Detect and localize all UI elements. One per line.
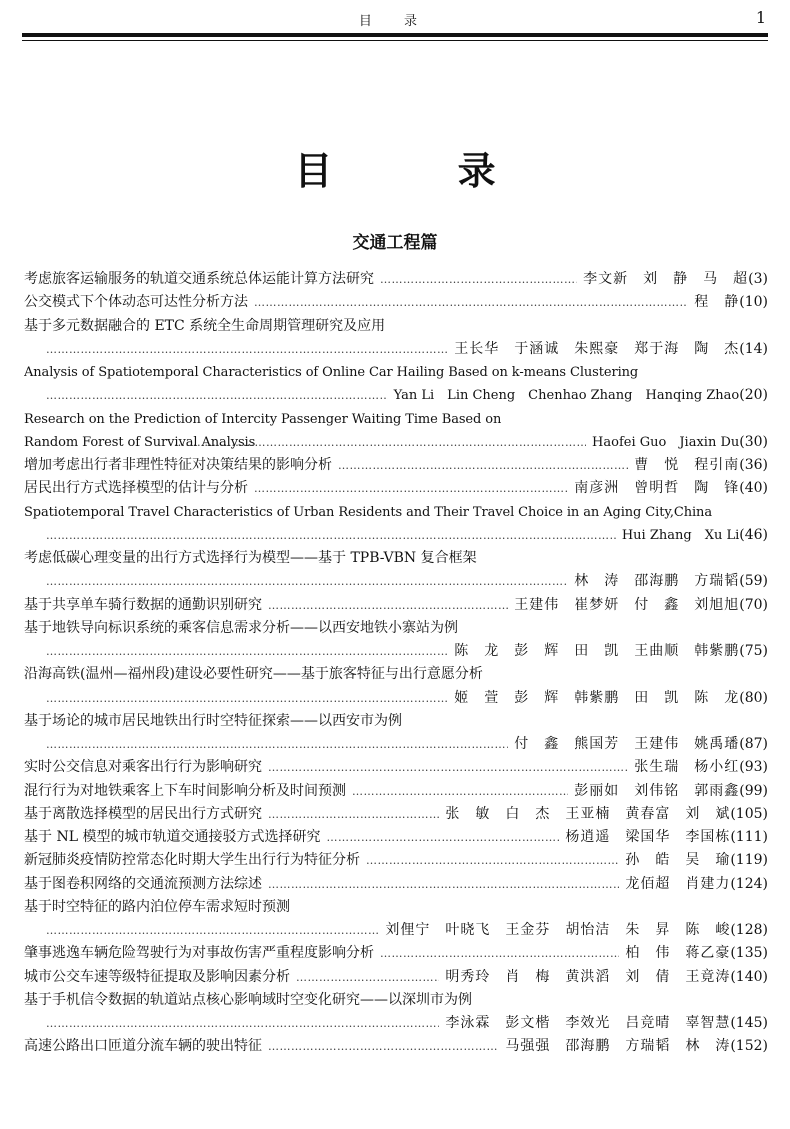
toc-entry[interactable]	[24, 361, 768, 384]
leader-dots	[352, 780, 568, 803]
leader-dots	[268, 873, 619, 896]
toc-entry[interactable]	[24, 594, 768, 617]
entry-page: (124)	[730, 875, 768, 892]
entry-title: 基于共享单车骑行数据的通勤识别研究	[24, 596, 262, 613]
entry-title: 基于场论的城市居民地铁出行时空特征探索——以西安市为例	[24, 712, 402, 729]
leader-dots	[380, 942, 619, 965]
leader-dots	[46, 1012, 439, 1035]
entry-title: 城市公交车速等级特征提取及影响因素分析	[24, 968, 290, 985]
running-head	[22, 8, 768, 32]
entry-page: (119)	[730, 852, 768, 869]
toc-entry[interactable]	[24, 849, 768, 872]
toc-entry[interactable]	[24, 966, 768, 989]
toc-entry[interactable]	[24, 477, 768, 500]
entry-authors: 陈 龙 彭 辉 田 凯 王曲顺 韩紫鹏	[454, 643, 740, 659]
toc-entry-continuation[interactable]	[24, 384, 768, 407]
toc-entry[interactable]	[24, 896, 768, 919]
entry-title: 新冠肺炎疫情防控常态化时期大学生出行行为特征分析	[24, 852, 360, 869]
toc-entry[interactable]	[24, 268, 768, 291]
leader-dots	[46, 640, 448, 663]
entry-page: (30)	[739, 433, 768, 450]
entry-authors: 曹 悦 程引南	[634, 457, 740, 473]
toc-entry-continuation[interactable]	[24, 919, 768, 942]
entry-title: 实时公交信息对乘客出行行为影响研究	[24, 759, 262, 776]
toc-entry[interactable]	[24, 663, 768, 686]
entry-title: 混行行为对地铁乘客上下车时间影响分析及时间预测	[24, 782, 346, 799]
toc-entry[interactable]	[24, 942, 768, 965]
entry-title: Spatiotemporal Travel Characteristics of Urban Residents and Their Travel Choice in an Aging City,China	[24, 504, 712, 520]
toc-entry[interactable]	[24, 501, 768, 524]
toc-entry-continuation[interactable]	[24, 1012, 768, 1035]
entry-title: 居民出行方式选择模型的估计与分析	[24, 480, 248, 497]
entry-title: 基于离散选择模型的居民出行方式研究	[24, 805, 262, 822]
entry-page: (152)	[730, 1038, 768, 1055]
entry-page: (40)	[739, 480, 768, 497]
entry-title: 考虑旅客运输服务的轨道交通系统总体运能计算方法研究	[24, 271, 374, 287]
leader-dots	[46, 338, 448, 361]
entry-page: (3)	[748, 271, 768, 287]
entry-page: (140)	[730, 968, 768, 985]
toc-entry-continuation[interactable]	[24, 524, 768, 547]
header-rule-thin	[22, 40, 768, 41]
leader-dots	[268, 1035, 499, 1058]
toc-entry[interactable]	[24, 780, 768, 803]
entry-page: (111)	[730, 829, 768, 845]
entry-authors: 明秀玲 肖 梅 黄洪滔 刘 倩 王竟涛	[445, 968, 731, 985]
toc-entry-continuation[interactable]	[24, 570, 768, 593]
entry-page: (10)	[739, 294, 768, 311]
entry-page: (99)	[739, 782, 768, 799]
entry-authors: 龙佰超 肖建力	[625, 875, 731, 892]
entry-authors: 张 敏 白 杰 王亚楠 黄春富 刘 斌	[445, 805, 731, 822]
leader-dots	[46, 570, 568, 593]
page-number: 1	[755, 8, 766, 27]
toc-entry-continuation[interactable]	[24, 338, 768, 361]
entry-title: 基于时空特征的路内泊位停车需求短时预测	[24, 898, 290, 915]
toc-entry[interactable]	[24, 454, 768, 477]
toc-entry-continuation[interactable]	[24, 733, 768, 756]
header-rule-thick	[22, 33, 768, 37]
entry-page: (59)	[739, 573, 768, 590]
leader-dots	[46, 919, 379, 942]
leader-dots	[268, 594, 508, 617]
leader-dots	[380, 268, 577, 291]
entry-page: (87)	[739, 736, 768, 752]
toc-entry[interactable]	[24, 408, 768, 455]
entry-tail	[168, 431, 768, 454]
entry-authors: 林 涛 邵海鹏 方瑞韬	[574, 573, 740, 590]
leader-dots	[326, 826, 559, 849]
leader-dots	[174, 431, 586, 454]
toc-entry[interactable]	[24, 989, 768, 1012]
leader-dots	[366, 849, 619, 872]
entry-title: 肇事逃逸车辆危险驾驶行为对事故伤害严重程度影响分析	[24, 945, 374, 962]
page-title: 目 录	[294, 148, 552, 193]
entry-authors: Haofei Guo Jiaxin Du	[592, 434, 740, 450]
entry-authors: 张生瑞 杨小红	[634, 759, 740, 776]
entry-title: Analysis of Spatiotemporal Characteristics of Online Car Hailing Based on k-means Clustering	[24, 365, 639, 380]
toc-entry[interactable]	[24, 873, 768, 896]
entry-authors: 程 静	[694, 294, 740, 311]
entry-page: (145)	[730, 1015, 768, 1031]
toc-entry-continuation[interactable]	[24, 640, 768, 663]
leader-dots	[46, 687, 448, 710]
entry-title: 基于多元数据融合的 ETC 系统全生命周期管理研究及应用	[24, 317, 386, 334]
leader-dots	[268, 803, 439, 826]
entry-page: (128)	[730, 922, 768, 938]
entry-authors: 王建伟 崔梦妍 付 鑫 刘旭旭	[514, 596, 740, 613]
toc-entry[interactable]	[24, 315, 768, 338]
entry-page: (105)	[730, 805, 768, 822]
table-of-contents	[24, 268, 768, 1059]
leader-dots	[254, 477, 568, 500]
running-title: 目 录	[358, 14, 432, 29]
entry-title: Research on the Prediction of Intercity Passenger Waiting Time Based on Random Forest of Survival Analysis	[24, 411, 502, 450]
entry-page: (14)	[739, 340, 768, 357]
toc-entry[interactable]	[24, 547, 768, 570]
entry-title: 沿海高铁(温州—福州段)建设必要性研究——基于旅客特征与出行意愿分析	[24, 666, 483, 683]
entry-title: 公交模式下个体动态可达性分析方法	[24, 294, 248, 311]
entry-authors: Hui Zhang Xu Li	[621, 527, 740, 543]
entry-page: (75)	[739, 643, 768, 659]
toc-entry[interactable]	[24, 756, 768, 779]
leader-dots	[268, 756, 628, 779]
entry-authors: 彭丽如 刘伟铭 郭雨鑫	[574, 782, 740, 799]
leader-dots	[46, 384, 388, 407]
leader-dots	[46, 524, 616, 547]
entry-title: 基于地铁导向标识系统的乘客信息需求分析——以西安地铁小寨站为例	[24, 619, 458, 636]
toc-entry[interactable]	[24, 617, 768, 640]
entry-authors: 孙 皓 吴 瑜	[625, 852, 731, 869]
entry-authors: 王长华 于涵诚 朱熙豪 郑于海 陶 杰	[454, 340, 740, 357]
entry-title: 基于手机信令数据的轨道站点核心影响域时空变化研究——以深圳市为例	[24, 991, 472, 1008]
entry-title: 考虑低碳心理变量的出行方式选择行为模型——基于 TPB-VBN 复合框架	[24, 550, 477, 566]
entry-page: (93)	[739, 759, 768, 776]
entry-title: 基于 NL 模型的城市轨道交通接驳方式选择研究	[24, 829, 321, 845]
leader-dots	[254, 291, 688, 314]
toc-entry[interactable]	[24, 291, 768, 314]
entry-title: 增加考虑出行者非理性特征对决策结果的影响分析	[24, 457, 332, 473]
entry-page: (70)	[739, 596, 768, 613]
entry-authors: 南彦洲 曾明哲 陶 锋	[574, 480, 740, 497]
entry-authors: 李文新 刘 静 马 超	[583, 271, 749, 287]
entry-page: (36)	[739, 457, 768, 473]
entry-authors: Yan Li Lin Cheng Chenhao Zhang Hanqing Zhao	[393, 388, 740, 404]
entry-page: (46)	[739, 526, 768, 543]
entry-authors: 李泳霖 彭文楷 李效光 吕竞晴 辜智慧	[445, 1015, 731, 1031]
entry-page: (20)	[739, 387, 768, 404]
toc-entry[interactable]	[24, 803, 768, 826]
leader-dots	[46, 733, 508, 756]
toc-entry[interactable]	[24, 826, 768, 849]
toc-entry-continuation[interactable]	[24, 687, 768, 710]
entry-authors: 马强强 邵海鹏 方瑞韬 林 涛	[505, 1038, 731, 1055]
entry-page: (80)	[739, 689, 768, 706]
entry-authors: 杨逍遥 梁国华 李国栋	[565, 829, 731, 845]
toc-entry[interactable]	[24, 710, 768, 733]
entry-authors: 付 鑫 熊国芳 王建伟 姚禹璠	[514, 736, 740, 752]
leader-dots	[296, 966, 439, 989]
entry-title: 基于图卷积网络的交通流预测方法综述	[24, 875, 262, 892]
section-heading: 交通工程篇	[352, 233, 438, 253]
entry-authors: 柏 伟 蒋乙豪	[625, 945, 731, 962]
entry-title: 高速公路出口匝道分流车辆的驶出特征	[24, 1038, 262, 1055]
toc-entry[interactable]	[24, 1035, 768, 1058]
entry-page: (135)	[730, 945, 768, 962]
entry-authors: 刘俚宁 叶晓飞 王金芬 胡怡洁 朱 昇 陈 峻	[385, 922, 731, 938]
leader-dots	[338, 454, 628, 477]
entry-authors: 姬 萱 彭 辉 韩紫鹏 田 凯 陈 龙	[454, 689, 740, 706]
